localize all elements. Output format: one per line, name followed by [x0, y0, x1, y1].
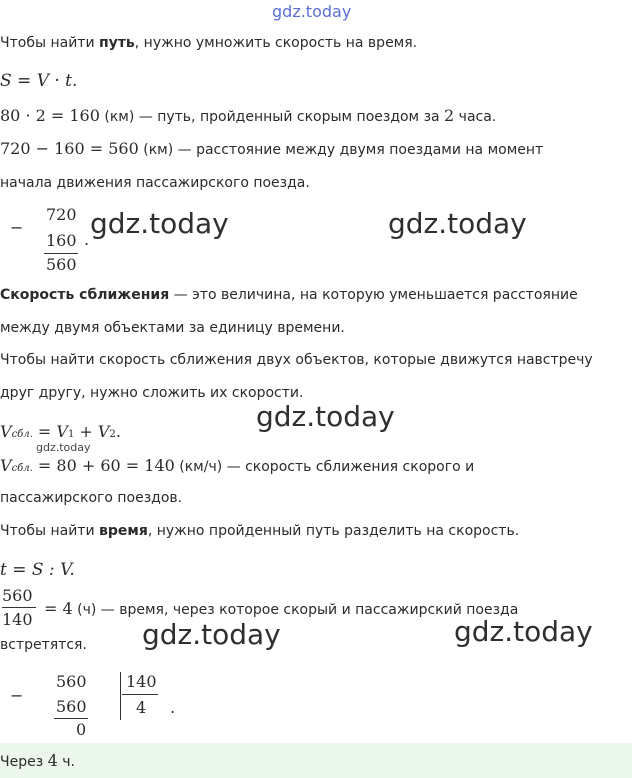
minus-sign: − — [10, 686, 24, 705]
text: (км/ч) — скорость сближения скорого и — [174, 459, 475, 475]
text: ч. — [57, 754, 75, 770]
bold-term: путь — [99, 35, 135, 51]
math: 2 — [444, 106, 455, 125]
subtrahend: 160 — [46, 231, 77, 250]
subtracted: 560 — [56, 697, 87, 716]
text: Чтобы найти — [0, 35, 99, 51]
subscript: сбл. — [11, 463, 33, 474]
line-remaining-distance-cont: начала движения пассажирского поезда. — [0, 175, 310, 191]
dividend: 560 — [56, 672, 87, 691]
paragraph-approach-rule: Чтобы найти скорость сближения двух объектов, которые движутся навстречу — [0, 352, 593, 368]
formula-time: t = S : V. — [0, 560, 75, 580]
remainder: 0 — [76, 720, 87, 739]
math: . — [115, 422, 121, 441]
paragraph-approach-rule-cont: друг другу, нужно сложить их скорости. — [0, 385, 304, 401]
math: 80 · 2 = 160 — [0, 106, 100, 125]
division-bar — [120, 672, 121, 720]
header-watermark: gdz.today — [272, 2, 352, 21]
math: + V — [74, 422, 110, 441]
result-line — [54, 718, 88, 719]
watermark: gdz.today — [256, 400, 395, 433]
paragraph-distance-rule — [0, 36, 417, 50]
math: V — [0, 422, 12, 441]
math: = V — [32, 422, 68, 441]
answer-text — [0, 753, 75, 769]
bold-term: Скорость сближения — [0, 287, 170, 303]
text: Через — [0, 754, 48, 770]
text: Чтобы найти — [0, 523, 99, 539]
divisor-line — [122, 694, 158, 695]
subscript: 2 — [109, 429, 116, 440]
answer-box — [0, 743, 632, 778]
bold-term: время — [99, 523, 148, 539]
text: часа. — [454, 109, 497, 125]
math: 720 − 160 = 560 — [0, 139, 139, 158]
text: , нужно умножить скорость на время. — [134, 35, 418, 51]
difference: 560 — [46, 255, 77, 274]
line-remaining-distance — [0, 141, 543, 157]
quotient: 4 — [136, 698, 147, 717]
math: V — [0, 456, 12, 475]
formula-distance: S = V · t. — [0, 71, 78, 91]
result-line — [44, 253, 78, 254]
formula-approach-speed — [0, 424, 121, 440]
definition-cont: между двумя объектами за единицу времени. — [0, 320, 345, 336]
definition-approach-speed — [0, 288, 578, 302]
minus-sign: − — [10, 218, 24, 237]
minuend: 720 — [46, 205, 77, 224]
text: — это величина, на которую уменьшается расстояние — [169, 287, 578, 303]
dot: . — [170, 698, 176, 717]
math: = 80 + 60 = 140 — [32, 456, 175, 475]
math: = 4 — [44, 599, 73, 618]
line-distance-fast-train — [0, 108, 496, 124]
denominator: 140 — [2, 610, 33, 629]
watermark: gdz.today — [142, 618, 281, 651]
dot: . — [84, 230, 90, 249]
text: (км) — путь, пройденный скорым поездом за — [99, 109, 445, 125]
divisor: 140 — [126, 672, 157, 691]
text: , нужно пройденный путь разделить на скорость. — [147, 523, 520, 539]
line-approach-speed-cont: пассажирского поездов. — [0, 490, 183, 506]
numerator: 560 — [2, 586, 33, 605]
subscript: 1 — [67, 429, 75, 440]
line-approach-speed-value — [0, 458, 474, 474]
watermark-small: gdz.today — [36, 441, 91, 454]
watermark: gdz.today — [90, 207, 229, 240]
watermark: gdz.today — [454, 615, 593, 648]
watermark: gdz.today — [388, 207, 527, 240]
paragraph-time-rule — [0, 524, 519, 538]
math: 4 — [47, 751, 58, 770]
text: (ч) — время, через которое скорый и пассажирский поезда — [72, 602, 519, 618]
text: (км) — расстояние между двумя поездами на момент — [138, 142, 544, 158]
subscript: сбл. — [11, 429, 33, 440]
line-time-value — [44, 601, 518, 617]
line-time-cont: встретятся. — [0, 637, 87, 653]
fraction-bar — [2, 607, 36, 608]
